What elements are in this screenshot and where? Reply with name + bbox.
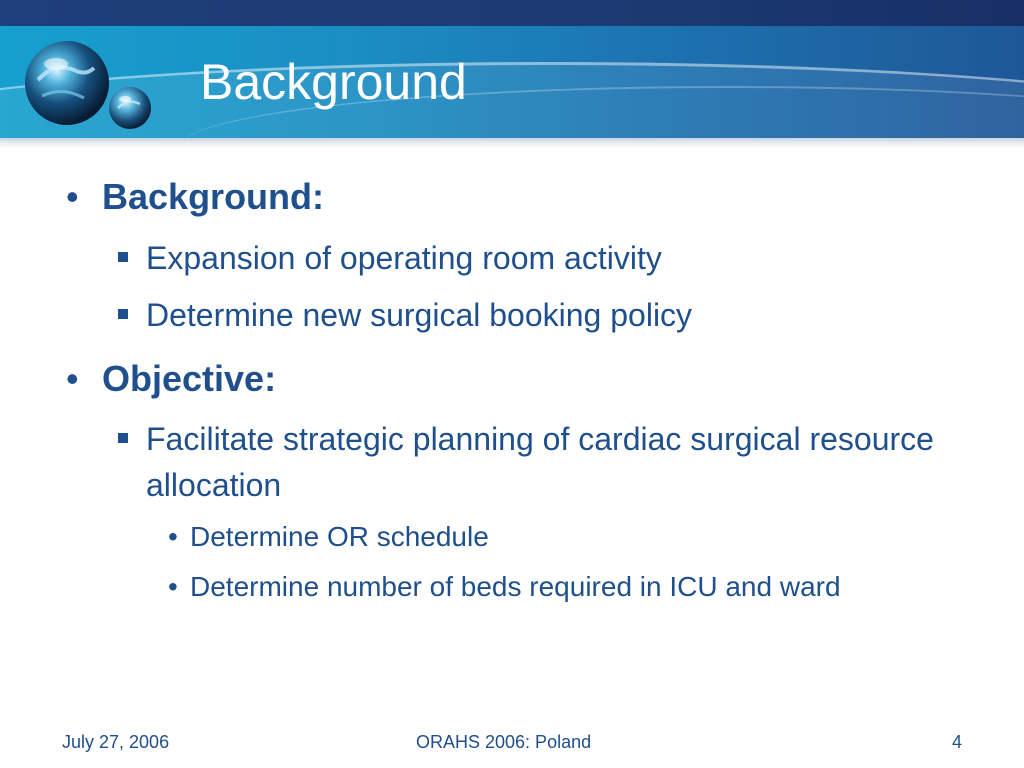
bullet-background	[66, 176, 325, 218]
sub-bullet-text: Expansion of operating room activity	[146, 240, 662, 276]
sub-sub-bullet-text: Determine number of beds required in ICU and ward	[190, 571, 841, 602]
bullet-square-icon	[118, 252, 128, 262]
footer-event: ORAHS 2006: Poland	[416, 732, 592, 752]
bullet-dot-icon: •	[168, 571, 178, 602]
bullet-dot-icon: •	[66, 176, 79, 217]
footer-date: July 27, 2006	[62, 732, 170, 752]
bullet-square-icon	[118, 309, 128, 319]
footer-page-number: 4	[952, 732, 963, 752]
sub-sub-bullet	[168, 516, 950, 558]
sub-bullet	[146, 235, 976, 281]
sub-bullet-text: Facilitate strategic planning of cardiac surgical resource allocation	[146, 421, 934, 503]
bullet-objective	[66, 358, 277, 400]
bullet-label: Background:	[102, 176, 325, 217]
bullet-square-icon	[118, 433, 128, 443]
sub-bullet	[146, 292, 976, 338]
bullet-label: Objective:	[102, 358, 277, 399]
bullet-dot-icon: •	[168, 521, 178, 552]
slide-title: Background	[200, 54, 467, 110]
sub-sub-bullet	[168, 566, 930, 608]
sub-bullet	[146, 416, 976, 508]
sub-sub-bullet-text: Determine OR schedule	[190, 521, 489, 552]
bullet-dot-icon: •	[66, 358, 79, 399]
sub-bullet-text: Determine new surgical booking policy	[146, 297, 693, 333]
